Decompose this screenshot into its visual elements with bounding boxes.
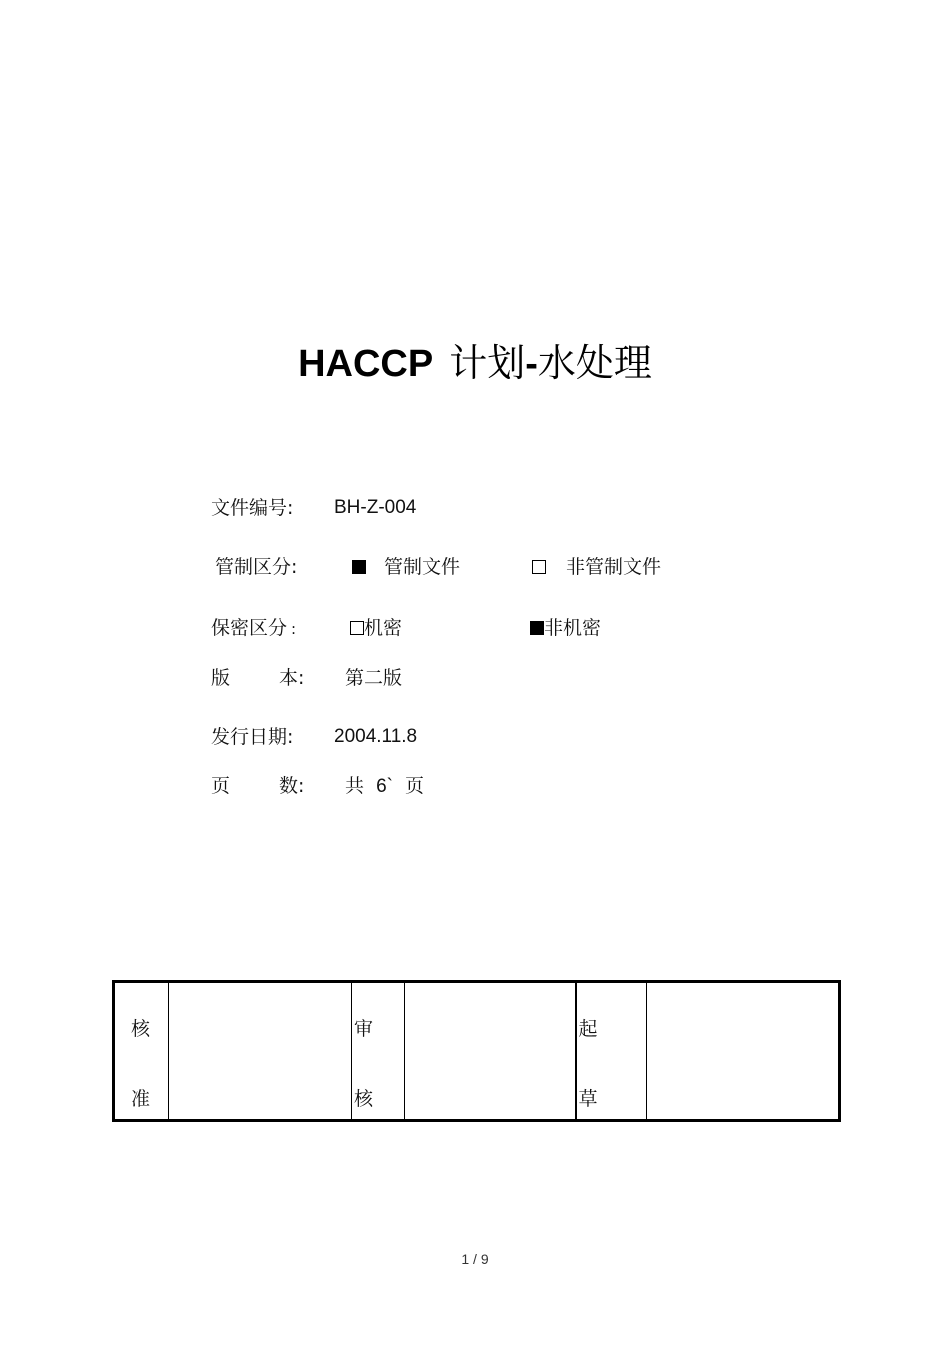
- approve-label-char-1: 核: [131, 1018, 151, 1040]
- control-option-1-label: 管制文件: [384, 556, 461, 578]
- secrecy-option-nonsecret: [530, 615, 601, 641]
- title-cjk: 计划: [449, 341, 526, 385]
- draft-label-char-1: 起: [578, 1018, 598, 1040]
- secrecy-label-text: 保密区分: [211, 617, 288, 639]
- control-label: 管制区分:: [215, 556, 298, 578]
- control-option-2-label: 非管制文件: [566, 556, 662, 578]
- control-option-uncontrolled: [532, 554, 661, 580]
- title-dash: -: [525, 343, 538, 385]
- secrecy-colon: :: [291, 620, 297, 638]
- doc-no-value: BH-Z-004: [334, 497, 417, 518]
- control-option-controlled: [352, 554, 460, 580]
- pages-value: [345, 773, 424, 800]
- approve-label-char-2: 准: [131, 1088, 151, 1110]
- signature-table: [112, 980, 841, 1122]
- unchecked-box-icon: [350, 621, 364, 635]
- pages-prefix: 共: [345, 775, 365, 797]
- unchecked-box-icon: [532, 560, 546, 574]
- pages-suffix: 页: [405, 775, 425, 797]
- secrecy-option-secret: [350, 615, 402, 641]
- review-label-char-1: 审: [354, 1018, 374, 1040]
- draft-label-char-2: 草: [578, 1088, 598, 1110]
- pages-number: 6`: [376, 776, 393, 797]
- checked-box-icon: [352, 560, 366, 574]
- review-label-char-2: 核: [354, 1088, 374, 1110]
- issue-date-label: 发行日期:: [211, 726, 294, 748]
- document-title: [0, 338, 950, 389]
- issue-date-value: 2004.11.8: [334, 726, 418, 747]
- secrecy-label: [211, 615, 296, 642]
- checked-box-icon: [530, 621, 544, 635]
- draft-sign-cell[interactable]: [647, 982, 840, 1121]
- page-indicator: 1 / 9: [461, 1251, 489, 1267]
- secrecy-option-1-label: 机密: [364, 617, 403, 639]
- approve-label-cell: [114, 982, 169, 1121]
- version-value: 第二版: [345, 667, 403, 689]
- title-cjk-2: 水处理: [537, 341, 652, 385]
- review-label-cell: [352, 982, 405, 1121]
- version-label-b: 本:: [279, 667, 305, 689]
- version-label-a: 版: [211, 667, 231, 689]
- draft-label-cell: [576, 982, 647, 1121]
- review-sign-cell[interactable]: [405, 982, 576, 1121]
- pages-label-a: 页: [211, 775, 231, 797]
- secrecy-option-2-label: 非机密: [544, 617, 602, 639]
- title-latin: HACCP: [298, 343, 434, 385]
- pages-label-b: 数:: [279, 775, 305, 797]
- doc-no-label: 文件编号:: [211, 497, 294, 519]
- approve-sign-cell[interactable]: [169, 982, 352, 1121]
